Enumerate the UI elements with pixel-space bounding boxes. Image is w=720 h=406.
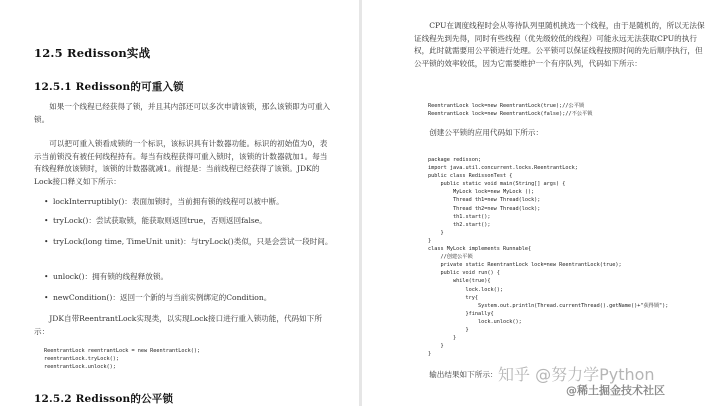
subsection-title-fair: 12.5.2 Redisson的公平锁 <box>34 393 174 405</box>
paragraph-output: 输出结果如下所示： <box>429 370 498 379</box>
list-item: • tryLock(long time, TimeUnit unit)：与tryLock()类似，只是会尝试一段时间。 <box>44 237 333 246</box>
code-block-reentrant: ReentrantLock reentrantLock = new ReentrantLock(); reentrantLock.tryLock(); reentrantLock.unlock(); <box>44 348 201 371</box>
paragraph-jdk-lock: JDK自带ReentrantLock实现类，以实现Lock接口进行重入锁功能，代码如下所示： <box>34 314 322 336</box>
paragraph-fair-example: 创建公平锁的应用代码如下所示： <box>429 128 544 137</box>
list-item: • tryLock()：尝试获取锁，能获取则返回true，否则返回false。 <box>44 216 267 225</box>
watermark-zhihu: 知乎 @努力学Python <box>498 365 655 384</box>
list-item: • unlock()：拥有锁的线程释放锁。 <box>44 272 169 281</box>
paragraph-reentrant-intro: 如果一个线程已经获得了锁，并且其内部还可以多次申请该锁，那么该锁即为可重入锁。 <box>34 102 331 124</box>
code-block-fair-flag: ReentrantLock lock=new ReentrantLock(true);//公平锁 ReentrantLock lock=new ReentrantLock(false);//不公平锁 <box>428 103 593 118</box>
code-block-fair-example: package redisson; import java.util.concurrent.locks.ReentrantLock; public class RedissonTest { public static void main(String[] args) { MyLock lock=new MyLock (); Thread th1=new Thread(lock); Thread th2=new Thread(lock); th1.start(); th2.start(); } } class MyLock implements Runnable{ //创建公平锁 private static ReentrantLock lock=new ReentrantLock(true); public void run() { while(true){ lock.lock(); try{ System.out.println(Thread.currentThread().getName()+"获得锁"); }finally{ lock.unlock(); } } } } <box>428 157 669 358</box>
subsection-title-reentrant: 12.5.1 Redisson的可重入锁 <box>34 81 184 93</box>
list-item: • newCondition()：返回一个新的与当前实例绑定的Condition。 <box>44 293 272 302</box>
watermark-juejin: @稀土掘金技术社区 <box>566 384 665 397</box>
paragraph-reentrant-detail: 可以把可重入锁看成锁的一个标识，该标识具有计数器功能。标识的初始值为0，表示当前锁没有被任何线程持有。每当有线程获得可重入锁时，该锁的计数器就加1。每当有线程释放该锁时，该锁的计数器就减1。前提是：当前线程已经获得了该锁。JDK的Lock接口释义如下所示： <box>34 139 328 186</box>
section-title: 12.5 Redisson实战 <box>34 46 151 60</box>
right-page <box>362 0 720 406</box>
paragraph-fair-lock: CPU在调度线程时会从等待队列里随机挑选一个线程，由于是随机的，所以无法保证线程先到先得，同时有些线程（优先级较低的线程）可能永远无法获取CPU的执行权，此时就需要用公平锁进行处理。公平锁可以保证线程按照时间的先后顺序执行，但公平锁的效率较低，因为它需要维护一个有序队列，代码如下所示： <box>414 21 705 68</box>
list-item: • lockInterruptibly()：表面加锁时，当前拥有锁的线程可以被中断。 <box>44 197 284 206</box>
